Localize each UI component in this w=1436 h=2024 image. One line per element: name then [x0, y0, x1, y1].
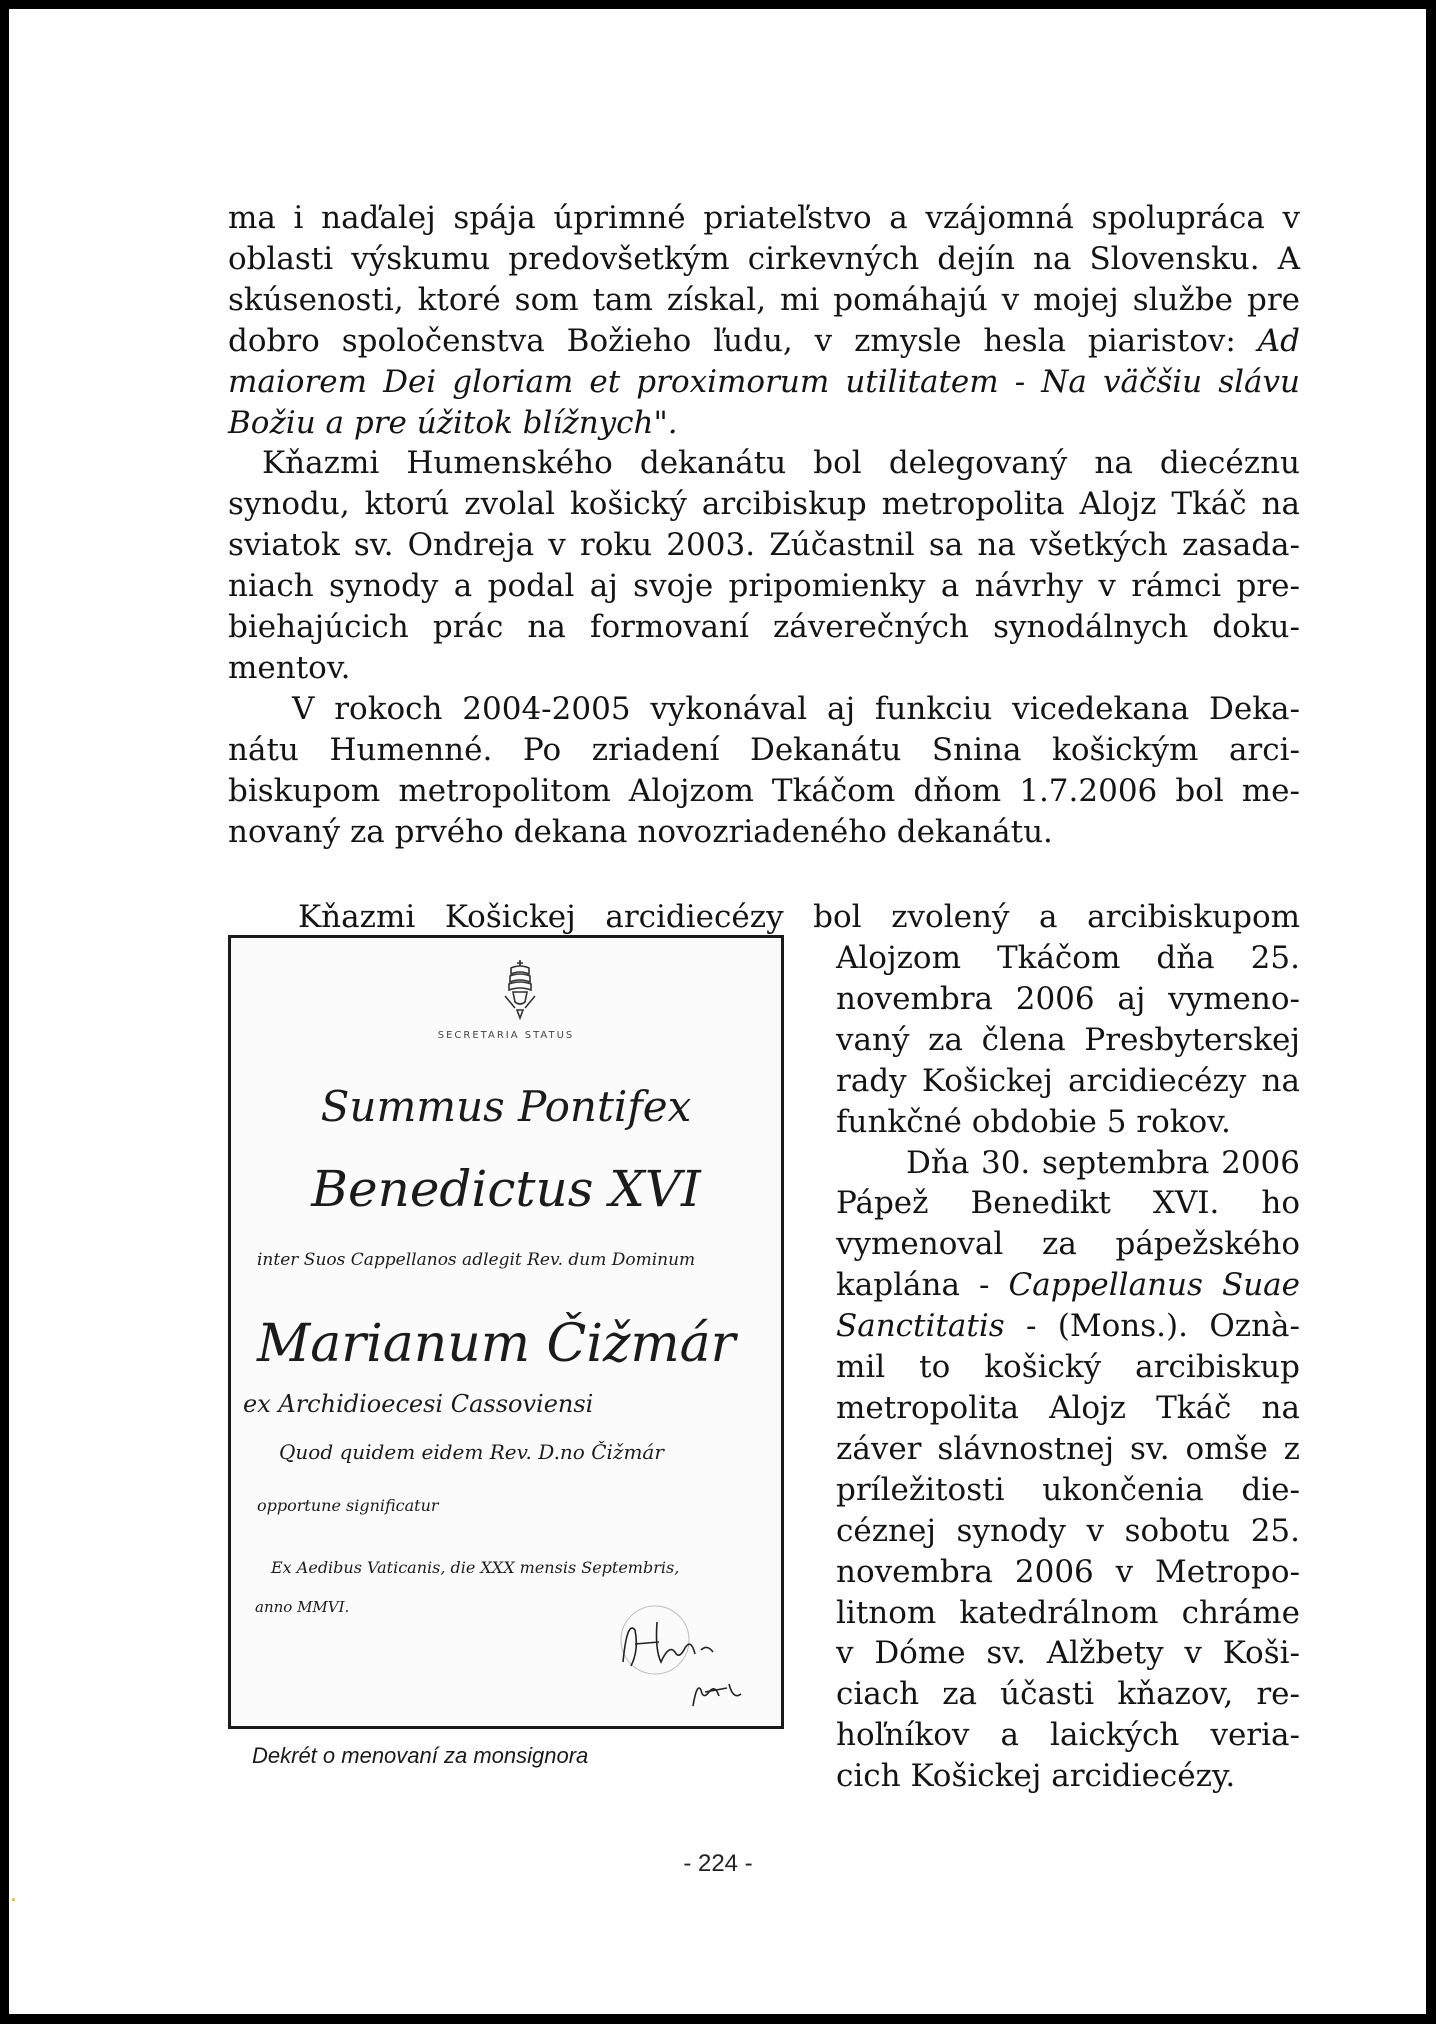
text-line: sviatok sv. Ondreja v roku 2003. Zúčastnil sa na všetkých zasada- [228, 527, 1300, 564]
text-line: funkčné obdobie 5 rokov. [836, 1103, 1231, 1140]
text-line: Kňazmi Humenského dekanátu bol delegovaný na diecéznu [262, 445, 1300, 482]
text-line: céznej synody v sobotu 25. [836, 1512, 1300, 1549]
text-line: Alojzom Tkáčom dňa 25. [836, 940, 1300, 976]
text-line: rady Košickej arcidiecézy na [836, 1062, 1300, 1099]
page-number: - 224 - [683, 1850, 753, 1877]
text-line: skúsenosti, ktoré som tam získal, mi pomáhajú v mojej službe pre [228, 281, 1300, 318]
paragraph-3 [228, 689, 1300, 853]
text-line: Kňazmi Košickej arcidiecézy bol zvolený a arcibiskupom [298, 899, 1300, 935]
decree-line-9: anno MMVI. [255, 1598, 350, 1616]
body-text [228, 198, 1300, 853]
decree-line-5: ex Archidioecesi Cassoviensi [243, 1390, 594, 1418]
scan-border-left [0, 0, 9, 2024]
scan-border-top [0, 0, 1436, 9]
secretaria-status: SECRETARIA STATUS [437, 1030, 575, 1041]
italic-phrase: Ad [1257, 322, 1300, 359]
scan-border-bottom [0, 2014, 1436, 2024]
italic-phrase: Sanctitatis [836, 1308, 1005, 1345]
text-line: litnom katedrálnom chráme [836, 1594, 1300, 1631]
text-line: nátu Humenné. Po zriadení Dekanátu Snina košickým arci- [228, 731, 1300, 768]
text-line-part: dobro spoločenstva Božieho ľudu, v zmysle hesla piaristov: [228, 322, 1236, 359]
text-line-part: - (Mons.). Oznà- [1025, 1308, 1300, 1345]
text-line: v Dóme sv. Alžbety v Koši- [836, 1635, 1300, 1672]
text-line: V rokoch 2004-2005 vykonával aj funkciu vicedekana Deka- [292, 690, 1300, 727]
text-line: cich Košickej arcidiecézy. [836, 1758, 1236, 1795]
text-line: Pápež Benedikt XVI. ho [836, 1185, 1300, 1222]
papal-crest-icon [499, 958, 541, 1020]
text-line: vaný za člena Presbyterskej [836, 1021, 1300, 1058]
text-line: hoľníkov a laických veria- [836, 1717, 1300, 1754]
decree-line-8: Ex Aedibus Vaticanis, die XXX mensis Septembris, [271, 1558, 680, 1577]
text-line: ma i naďalej spája úprimné priateľstvo a vzájomná spolupráca v [228, 200, 1300, 236]
italic-line: Božiu a pre úžitok blížnych". [228, 404, 678, 441]
text-line: biskupom metropolitom Alojzom Tkáčom dňom 1.7.2006 bol me- [228, 772, 1300, 809]
text-line: niach synody a podal aj svoje pripomienky a návrhy v rámci pre- [228, 568, 1300, 605]
text-line: novembra 2006 aj vymeno- [836, 980, 1300, 1017]
signature-icon [583, 1600, 753, 1710]
decree-line-7: opportune significatur [257, 1496, 439, 1515]
text-line: oblasti výskumu predovšetkým cirkevných dejín na Slovensku. A [228, 240, 1300, 277]
text-line-part: kaplána - [836, 1267, 990, 1304]
decree-line-3: inter Suos Cappellanos adlegit Rev. dum Dominum [257, 1250, 696, 1270]
paragraph-1 [228, 198, 1300, 443]
italic-phrase: Cappellanus Suae [1008, 1267, 1300, 1304]
text-line: synodu, ktorú zvolal košický arcibiskup metropolita Alojz Tkáč na [228, 486, 1300, 523]
text-line: záver slávnostnej sv. omše z [836, 1430, 1300, 1467]
right-column [836, 938, 1300, 1797]
text-line: príležitosti ukončenia die- [836, 1471, 1300, 1508]
text-line: mentov. [228, 649, 351, 686]
decree-document [243, 950, 769, 1714]
text-line: ciach za účasti kňazov, re- [836, 1676, 1300, 1713]
text-line: Dňa 30. septembra 2006 [906, 1144, 1300, 1181]
italic-line: maiorem Dei gloriam et proximorum utilitatem - Na väčšiu slávu [228, 363, 1300, 400]
decree-line-2: Benedictus XVI [311, 1160, 701, 1218]
text-line: novembra 2006 v Metropo- [836, 1553, 1300, 1590]
decree-line-6: Quod quidem eidem Rev. D.no Čižmár [279, 1440, 664, 1464]
paragraph-2 [228, 443, 1300, 688]
decree-line-1: Summus Pontifex [320, 1082, 692, 1131]
text-line: mil to košický arcibiskup [836, 1349, 1300, 1386]
text-line: metropolita Alojz Tkáč na [836, 1389, 1300, 1426]
text-line [836, 1306, 1300, 1347]
text-line [836, 1265, 1300, 1306]
figure-caption: Dekrét o menovaní za monsignora [252, 1743, 589, 1768]
scan-border-right [1426, 0, 1436, 2024]
text-line: biehajúcich prác na formovaní záverečných synodálnych doku- [228, 609, 1300, 646]
text-line: novaný za prvého dekana novozriadeného dekanátu. [228, 813, 1053, 850]
scan-speck [12, 1898, 15, 1901]
text-line: vymenoval za pápežského [836, 1226, 1300, 1263]
text-line [228, 321, 1300, 362]
decree-image [228, 935, 784, 1729]
decree-line-4: Marianum Čižmár [257, 1314, 736, 1374]
